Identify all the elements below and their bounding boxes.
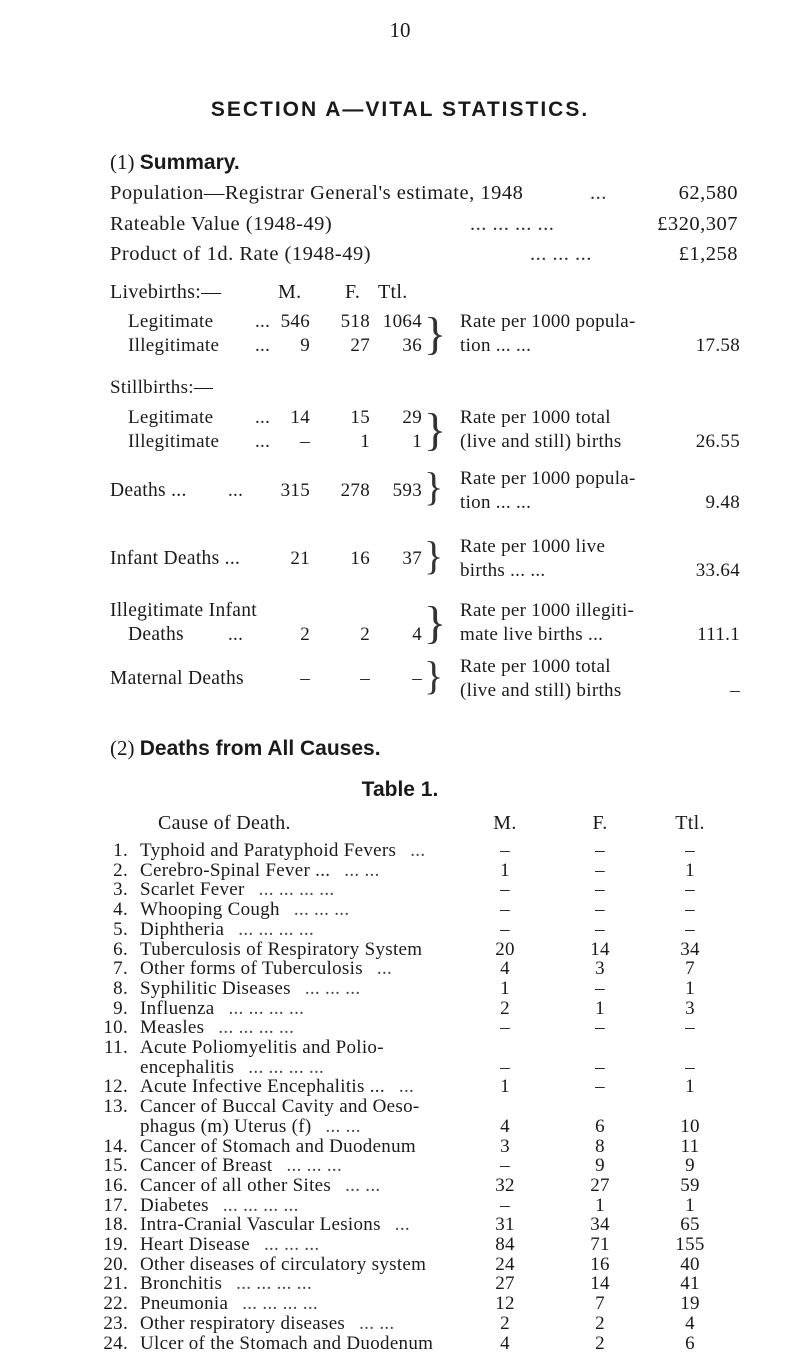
still-rate-line2: (live and still) births — [460, 431, 622, 452]
still-rate-line1: Rate per 1000 total — [460, 407, 611, 428]
row-number: 2. — [113, 859, 128, 881]
live-rate-line2: tion ... ... — [460, 335, 532, 356]
maternal-label: Maternal Deaths — [110, 668, 244, 689]
row-dots: ... ... ... — [286, 1155, 343, 1177]
row-m: – — [500, 879, 510, 901]
row-cause: Cerebro-Spinal Fever ... — [140, 859, 331, 881]
still-legit-f: 15 — [350, 407, 370, 428]
still-legit-m: 14 — [290, 407, 310, 428]
col-m-header: M. — [278, 281, 302, 303]
row-t: – — [685, 1056, 695, 1078]
row-dots: ... ... ... ... — [248, 1056, 325, 1078]
row-cause: Heart Disease — [140, 1234, 250, 1255]
still-illegit-label: Illegitimate — [128, 431, 220, 452]
row-dots: ... ... — [344, 859, 380, 881]
row-t: 59 — [680, 1174, 700, 1196]
row-cause: Tuberculosis of Respiratory System — [140, 938, 423, 960]
product-dots: ... ... ... — [530, 243, 592, 265]
row-m: 84 — [495, 1234, 515, 1255]
row-t: 34 — [680, 938, 700, 960]
row-t: 1 — [685, 859, 695, 881]
infant-m: 21 — [290, 548, 310, 569]
row-cause: Pneumonia — [140, 1293, 229, 1315]
row-number: 11. — [104, 1037, 128, 1058]
row-f: 14 — [590, 1273, 610, 1295]
maternal-rate-line1: Rate per 1000 total — [460, 656, 611, 677]
deaths-rate-value: 9.48 — [705, 492, 740, 513]
row-dots: ... ... — [359, 1312, 395, 1334]
deaths-dots: ... — [228, 480, 244, 501]
row-number: 22. — [103, 1293, 128, 1315]
infant-label: Infant Deaths ... — [110, 548, 241, 569]
row-f: 3 — [595, 958, 605, 980]
row-m: – — [500, 1194, 510, 1216]
live-legit-label: Legitimate — [128, 311, 214, 332]
row-dots: ... ... ... ... — [222, 1194, 299, 1216]
rateable-label: Rateable Value (1948-49) — [110, 213, 333, 235]
live-legit-t: 1064 — [382, 311, 422, 332]
illeg-infant-rate-line2: mate live births ... — [460, 624, 604, 645]
row-cause: Bronchitis — [140, 1273, 223, 1295]
row-f: 1 — [595, 1194, 605, 1216]
row-t: 1 — [685, 977, 695, 999]
row-dots: ... ... ... — [293, 899, 350, 921]
maternal-t: – — [412, 668, 422, 689]
deaths-heading-num: (2) — [110, 736, 135, 760]
row-dots: ... — [394, 1214, 410, 1236]
row-t: 11 — [680, 1135, 700, 1157]
live-illegit-t: 36 — [402, 335, 422, 356]
row-number: 12. — [103, 1076, 128, 1098]
row-t: – — [685, 840, 695, 861]
still-rate-value: 26.55 — [695, 431, 740, 452]
infant-t: 37 — [402, 548, 422, 569]
row-number: 19. — [103, 1234, 128, 1255]
deaths-heading-text: Deaths from All Causes. — [139, 737, 381, 760]
deaths-brace: } — [424, 464, 444, 509]
row-cause: Diphtheria — [140, 918, 225, 940]
row-t: 40 — [680, 1253, 700, 1275]
population-dots: ... — [590, 182, 607, 204]
row-m: 4 — [500, 1332, 510, 1354]
row-cause: encephalitis — [140, 1056, 235, 1078]
row-cause: Other respiratory diseases — [140, 1312, 346, 1334]
row-f: 1 — [595, 997, 605, 1019]
row-f: – — [595, 899, 605, 921]
row-f: – — [595, 879, 605, 901]
row-f: 9 — [595, 1155, 605, 1177]
row-m: 4 — [500, 958, 510, 980]
row-cause: Cancer of all other Sites — [140, 1174, 332, 1196]
row-number: 4. — [113, 899, 128, 921]
live-rate-value: 17.58 — [695, 335, 740, 356]
table-col-m: M. — [493, 812, 517, 834]
live-legit-dots: ... — [255, 311, 271, 332]
row-cause: Measles — [140, 1017, 205, 1039]
row-cause: Acute Infective Encephalitis ... — [140, 1076, 385, 1098]
row-t: 6 — [685, 1332, 695, 1354]
row-t: 4 — [685, 1312, 695, 1334]
row-t: 9 — [685, 1155, 695, 1177]
row-dots: ... ... ... — [304, 977, 361, 999]
live-illegit-label: Illegitimate — [128, 335, 220, 356]
row-number: 10. — [103, 1017, 128, 1039]
row-f: 2 — [595, 1332, 605, 1354]
row-f: 7 — [595, 1293, 605, 1315]
row-m: 27 — [495, 1273, 515, 1295]
deaths-rate-line2: tion ... ... — [460, 492, 532, 513]
row-number: 7. — [113, 958, 128, 980]
row-t: 65 — [680, 1214, 700, 1236]
product-line — [110, 243, 738, 266]
row-m: 2 — [500, 1312, 510, 1334]
infant-rate-value: 33.64 — [695, 560, 740, 581]
col-cause-header: Cause of Death. — [158, 812, 291, 834]
row-t: – — [685, 1017, 695, 1039]
row-f: 27 — [590, 1174, 610, 1196]
illeg-infant-t: 4 — [412, 624, 422, 645]
population-label: Population—Registrar General's estimate, 1948 — [110, 182, 524, 204]
row-m: 3 — [500, 1135, 510, 1157]
row-cause: Ulcer of the Stomach and Duodenum — [140, 1332, 434, 1354]
still-illegit-t: 1 — [412, 431, 422, 452]
row-number: 6. — [113, 938, 128, 960]
infant-rate-line2: births ... ... — [460, 560, 546, 581]
illeg-infant-label2: Deaths — [128, 624, 184, 645]
row-f: 6 — [595, 1115, 605, 1137]
rateable-value: £320,307 — [657, 213, 738, 235]
row-dots: ... ... ... ... — [236, 1273, 312, 1295]
still-illegit-m: – — [300, 431, 310, 452]
maternal-rate-line2: (live and still) births — [460, 680, 622, 701]
row-cause: Whooping Cough — [140, 899, 280, 921]
row-number: 16. — [103, 1174, 128, 1196]
still-illegit-f: 1 — [360, 431, 370, 452]
row-number: 1. — [113, 840, 128, 861]
illeg-infant-brace: } — [424, 597, 447, 648]
deaths-rate-line1: Rate per 1000 popula- — [460, 468, 636, 489]
row-dots: ... ... ... ... — [242, 1293, 318, 1315]
row-f: – — [595, 1076, 605, 1098]
row-m: – — [500, 1155, 510, 1177]
row-f: 16 — [590, 1253, 610, 1275]
row-cause: Cancer of Breast — [140, 1155, 273, 1177]
row-cause: Other forms of Tuberculosis — [140, 958, 363, 980]
row-dots: ... — [410, 840, 426, 861]
row-cause: Cancer of Buccal Cavity and Oeso- — [140, 1096, 420, 1118]
illeg-infant-rate-line1: Rate per 1000 illegiti- — [460, 600, 635, 621]
illeg-infant-dots: ... — [228, 624, 244, 645]
row-cause: Other diseases of circulatory system — [140, 1253, 427, 1275]
row-number: 24. — [103, 1332, 128, 1354]
row-cause: Acute Poliomyelitis and Polio- — [140, 1037, 384, 1058]
row-cause: Intra-Cranial Vascular Lesions — [140, 1214, 381, 1236]
row-t: 10 — [680, 1115, 700, 1137]
infant-brace: } — [424, 533, 444, 578]
row-cause: Cancer of Stomach and Duodenum — [140, 1135, 416, 1157]
population-line — [110, 182, 738, 205]
deaths-label: Deaths ... — [110, 480, 187, 501]
table-header — [0, 812, 800, 839]
still-legit-dots: ... — [255, 407, 271, 428]
row-t: 1 — [685, 1194, 695, 1216]
col-f-header: F. — [345, 281, 361, 303]
row-m: – — [500, 840, 510, 861]
live-brace: } — [424, 308, 447, 359]
row-m: – — [500, 1017, 510, 1039]
row-dots: ... ... ... ... — [228, 997, 305, 1019]
summary-heading-text: Summary. — [139, 151, 240, 174]
still-brace: } — [424, 404, 447, 455]
row-m: – — [500, 1056, 510, 1078]
product-value: £1,258 — [678, 243, 738, 265]
stillbirths-label: Stillbirths:— — [110, 377, 214, 398]
row-f: – — [595, 1017, 605, 1039]
still-legit-label: Legitimate — [128, 407, 214, 428]
still-illegit-dots: ... — [255, 431, 271, 452]
row-number: 20. — [103, 1253, 128, 1275]
row-m: 32 — [495, 1174, 515, 1196]
row-m: 2 — [500, 997, 510, 1019]
table-title: Table 1. — [361, 778, 439, 801]
infant-f: 16 — [350, 548, 370, 569]
live-legit-m: 546 — [280, 311, 310, 332]
row-f: – — [595, 840, 605, 861]
row-cause: Diabetes — [140, 1194, 209, 1216]
rateable-line — [110, 213, 738, 236]
deaths-m: 315 — [280, 480, 310, 501]
row-dots: ... ... ... ... — [218, 1017, 295, 1039]
row-number: 23. — [103, 1312, 128, 1334]
live-rate-line1: Rate per 1000 popula- — [460, 311, 636, 332]
maternal-rate-value: – — [730, 680, 740, 701]
still-legit-t: 29 — [402, 407, 422, 428]
row-t: 41 — [680, 1273, 700, 1295]
illeg-infant-rate-value: 111.1 — [697, 624, 740, 645]
live-illegit-m: 9 — [300, 335, 310, 356]
row-m: – — [500, 899, 510, 921]
row-cause: Typhoid and Paratyphoid Fevers — [140, 840, 397, 861]
illeg-infant-f: 2 — [360, 624, 370, 645]
row-number: 15. — [103, 1155, 128, 1177]
section-title: SECTION A—VITAL STATISTICS. — [210, 98, 590, 121]
live-legit-f: 518 — [340, 311, 370, 332]
page-number: 10 — [389, 18, 411, 42]
infant-rate-line1: Rate per 1000 live — [460, 536, 606, 557]
row-number: 9. — [113, 997, 128, 1019]
row-f: – — [595, 859, 605, 881]
row-dots: ... ... — [325, 1115, 361, 1137]
row-m: 1 — [500, 859, 510, 881]
deaths-f: 278 — [340, 480, 370, 501]
row-m: – — [500, 918, 510, 940]
row-t: 1 — [685, 1076, 695, 1098]
summary-heading-num: (1) — [110, 150, 135, 174]
maternal-f: – — [360, 668, 370, 689]
rateable-dots: ... ... ... ... — [470, 213, 555, 235]
population-value: 62,580 — [678, 182, 738, 204]
row-f: 14 — [590, 938, 610, 960]
product-label: Product of 1d. Rate (1948-49) — [110, 243, 372, 265]
live-illegit-dots: ... — [255, 335, 271, 356]
maternal-m: – — [300, 668, 310, 689]
row-f: 34 — [590, 1214, 610, 1236]
row-m: 1 — [500, 1076, 510, 1098]
row-number: 5. — [113, 918, 128, 940]
row-number: 21. — [103, 1273, 128, 1295]
row-cause: phagus (m) Uterus (f) — [140, 1115, 312, 1137]
row-f: – — [595, 977, 605, 999]
row-f: 71 — [590, 1234, 610, 1255]
row-f: – — [595, 1056, 605, 1078]
illeg-infant-m: 2 — [300, 624, 310, 645]
row-t: 155 — [675, 1234, 705, 1255]
row-number: 18. — [103, 1214, 128, 1236]
col-t-header: Ttl. — [378, 281, 408, 303]
row-t: 19 — [680, 1293, 700, 1315]
illeg-infant-label1: Illegitimate Infant — [110, 600, 258, 621]
row-t: – — [685, 899, 695, 921]
row-t: – — [685, 918, 695, 940]
row-dots: ... ... ... ... — [258, 879, 335, 901]
row-f: – — [595, 918, 605, 940]
row-f: 8 — [595, 1135, 605, 1157]
table-row — [0, 1333, 800, 1360]
row-dots: ... ... ... ... — [238, 918, 315, 940]
row-m: 4 — [500, 1115, 510, 1137]
row-number: 17. — [103, 1194, 128, 1216]
row-m: 12 — [495, 1293, 515, 1315]
row-t: 7 — [685, 958, 695, 980]
live-illegit-f: 27 — [350, 335, 370, 356]
row-number: 14. — [103, 1135, 128, 1157]
row-cause: Scarlet Fever — [140, 879, 245, 901]
row-number: 13. — [103, 1096, 128, 1118]
row-cause: Syphilitic Diseases — [140, 977, 291, 999]
row-m: 20 — [495, 938, 515, 960]
row-m: 24 — [495, 1253, 515, 1275]
table-col-f: F. — [592, 812, 608, 834]
row-dots: ... ... ... — [263, 1234, 320, 1255]
livebirths-label: Livebirths:— — [110, 281, 222, 303]
row-number: 8. — [113, 977, 128, 999]
row-t: – — [685, 879, 695, 901]
row-dots: ... ... — [345, 1174, 381, 1196]
row-number: 3. — [113, 879, 128, 901]
deaths-t: 593 — [392, 480, 422, 501]
row-cause: Influenza — [140, 997, 215, 1019]
row-t: 3 — [685, 997, 695, 1019]
row-m: 31 — [495, 1214, 515, 1236]
row-f: 2 — [595, 1312, 605, 1334]
table-col-t: Ttl. — [675, 812, 705, 834]
summary-heading — [110, 150, 240, 175]
row-dots: ... — [398, 1076, 415, 1098]
row-m: 1 — [500, 977, 510, 999]
deaths-heading — [110, 736, 381, 761]
maternal-brace: } — [424, 653, 444, 698]
row-dots: ... — [376, 958, 393, 980]
